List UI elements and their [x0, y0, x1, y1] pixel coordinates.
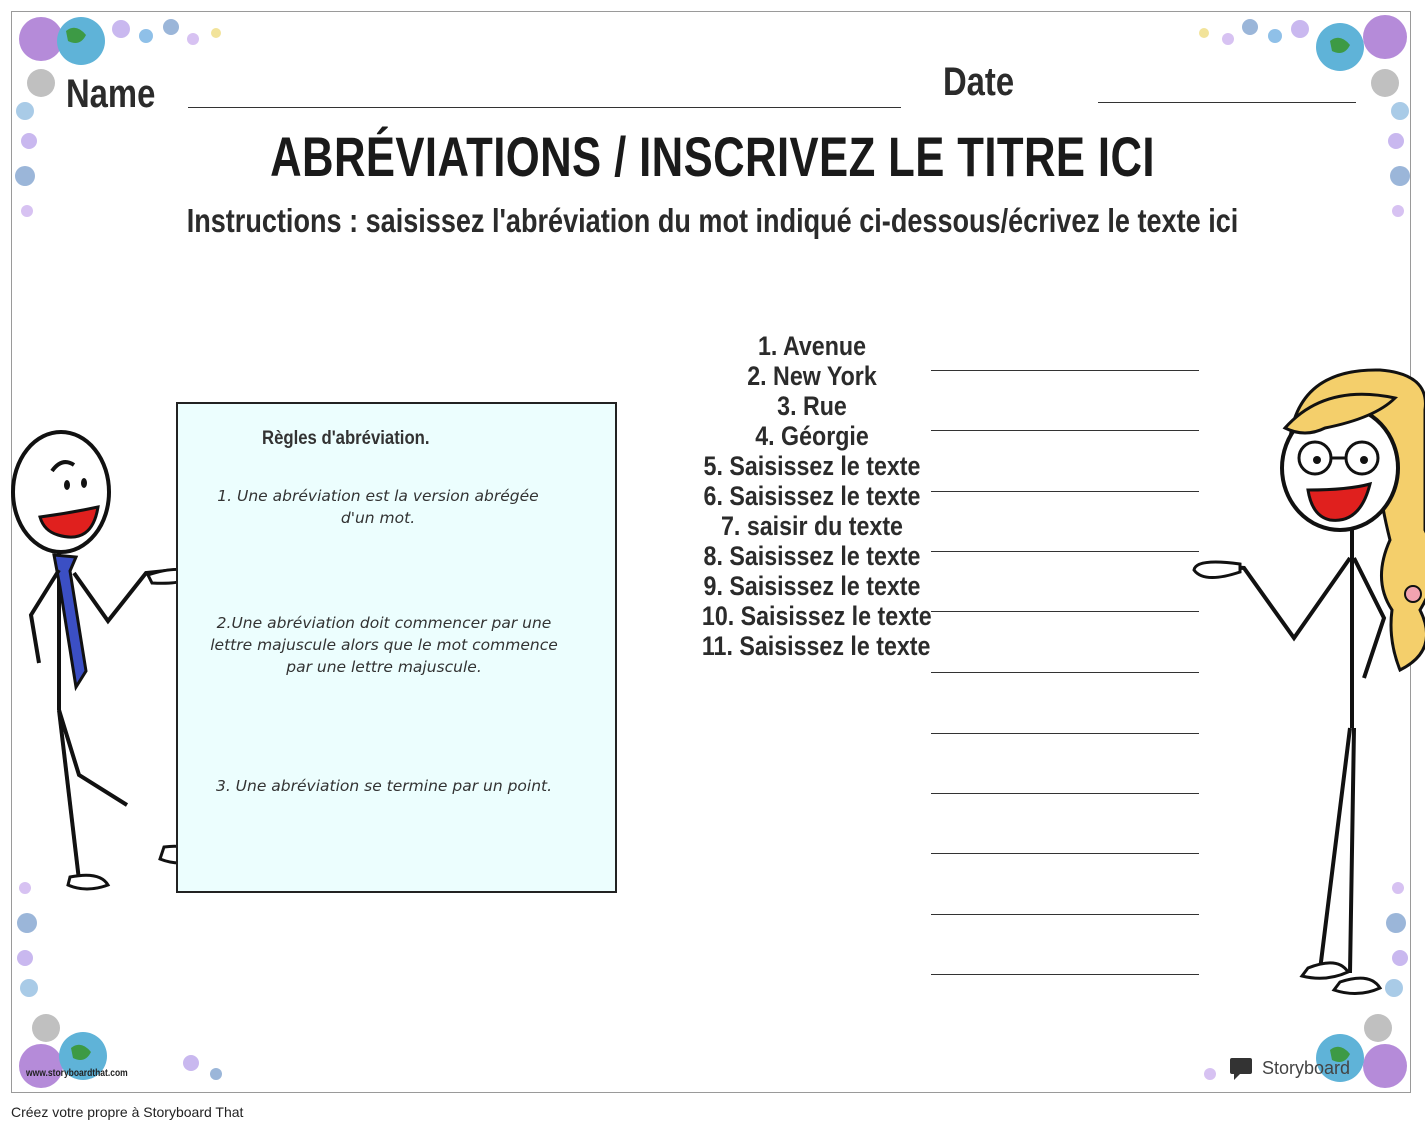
date-field-line[interactable]	[1098, 102, 1356, 103]
word-list	[684, 331, 940, 661]
storyboard-logo-icon	[1228, 1056, 1258, 1082]
answer-line[interactable]	[931, 853, 1199, 854]
answer-line[interactable]	[931, 611, 1199, 612]
word-item: 8. Saisissez le texte	[703, 541, 921, 571]
answer-line[interactable]	[931, 672, 1199, 673]
rules-title: Règles d'abréviation.	[262, 428, 430, 449]
answer-line[interactable]	[931, 733, 1199, 734]
answer-line[interactable]	[931, 793, 1199, 794]
name-field-line[interactable]	[188, 107, 901, 108]
word-item: 7. saisir du texte	[721, 511, 903, 541]
answer-line[interactable]	[931, 551, 1199, 552]
date-label: Date	[943, 60, 1015, 104]
answer-line[interactable]	[931, 491, 1199, 492]
instructions-text: Instructions : saisissez l'abréviation du mot indiqué ci-dessous/écrivez le texte ici	[186, 202, 1239, 239]
answer-line[interactable]	[931, 370, 1199, 371]
answer-line[interactable]	[931, 974, 1199, 975]
answer-line[interactable]	[931, 430, 1199, 431]
rule-item: 2.Une abréviation doit commencer par une lettre majuscule alors que le mot commence par une lettre majuscule.	[210, 614, 558, 676]
name-label: Name	[66, 72, 156, 116]
word-item: 1. Avenue	[758, 331, 866, 361]
word-item: 2. New York	[747, 361, 877, 391]
rule-item: 1. Une abréviation est la version abrégée d'un mot.	[217, 487, 539, 527]
word-item: 11. Saisissez le texte	[701, 631, 931, 661]
word-item: 4. Géorgie	[755, 421, 869, 451]
woman-character-illustration	[1190, 368, 1425, 1003]
word-item: 10. Saisissez le texte	[701, 601, 932, 631]
storyboard-logo-text[interactable]: Storyboard	[1262, 1058, 1351, 1078]
footer-create-link[interactable]: Créez votre propre à Storyboard That	[11, 1104, 244, 1120]
word-item: 5. Saisissez le texte	[703, 451, 921, 481]
word-item: 6. Saisissez le texte	[703, 481, 921, 511]
answer-line[interactable]	[931, 914, 1199, 915]
rule-item: 3. Une abréviation se termine par un point.	[215, 777, 553, 795]
word-item: 3. Rue	[777, 391, 847, 421]
storyboardthat-url[interactable]: www.storyboardthat.com	[26, 1068, 128, 1079]
word-item: 9. Saisissez le texte	[703, 571, 921, 601]
page-title: ABRÉVIATIONS / INSCRIVEZ LE TITRE ICI	[270, 125, 1155, 188]
